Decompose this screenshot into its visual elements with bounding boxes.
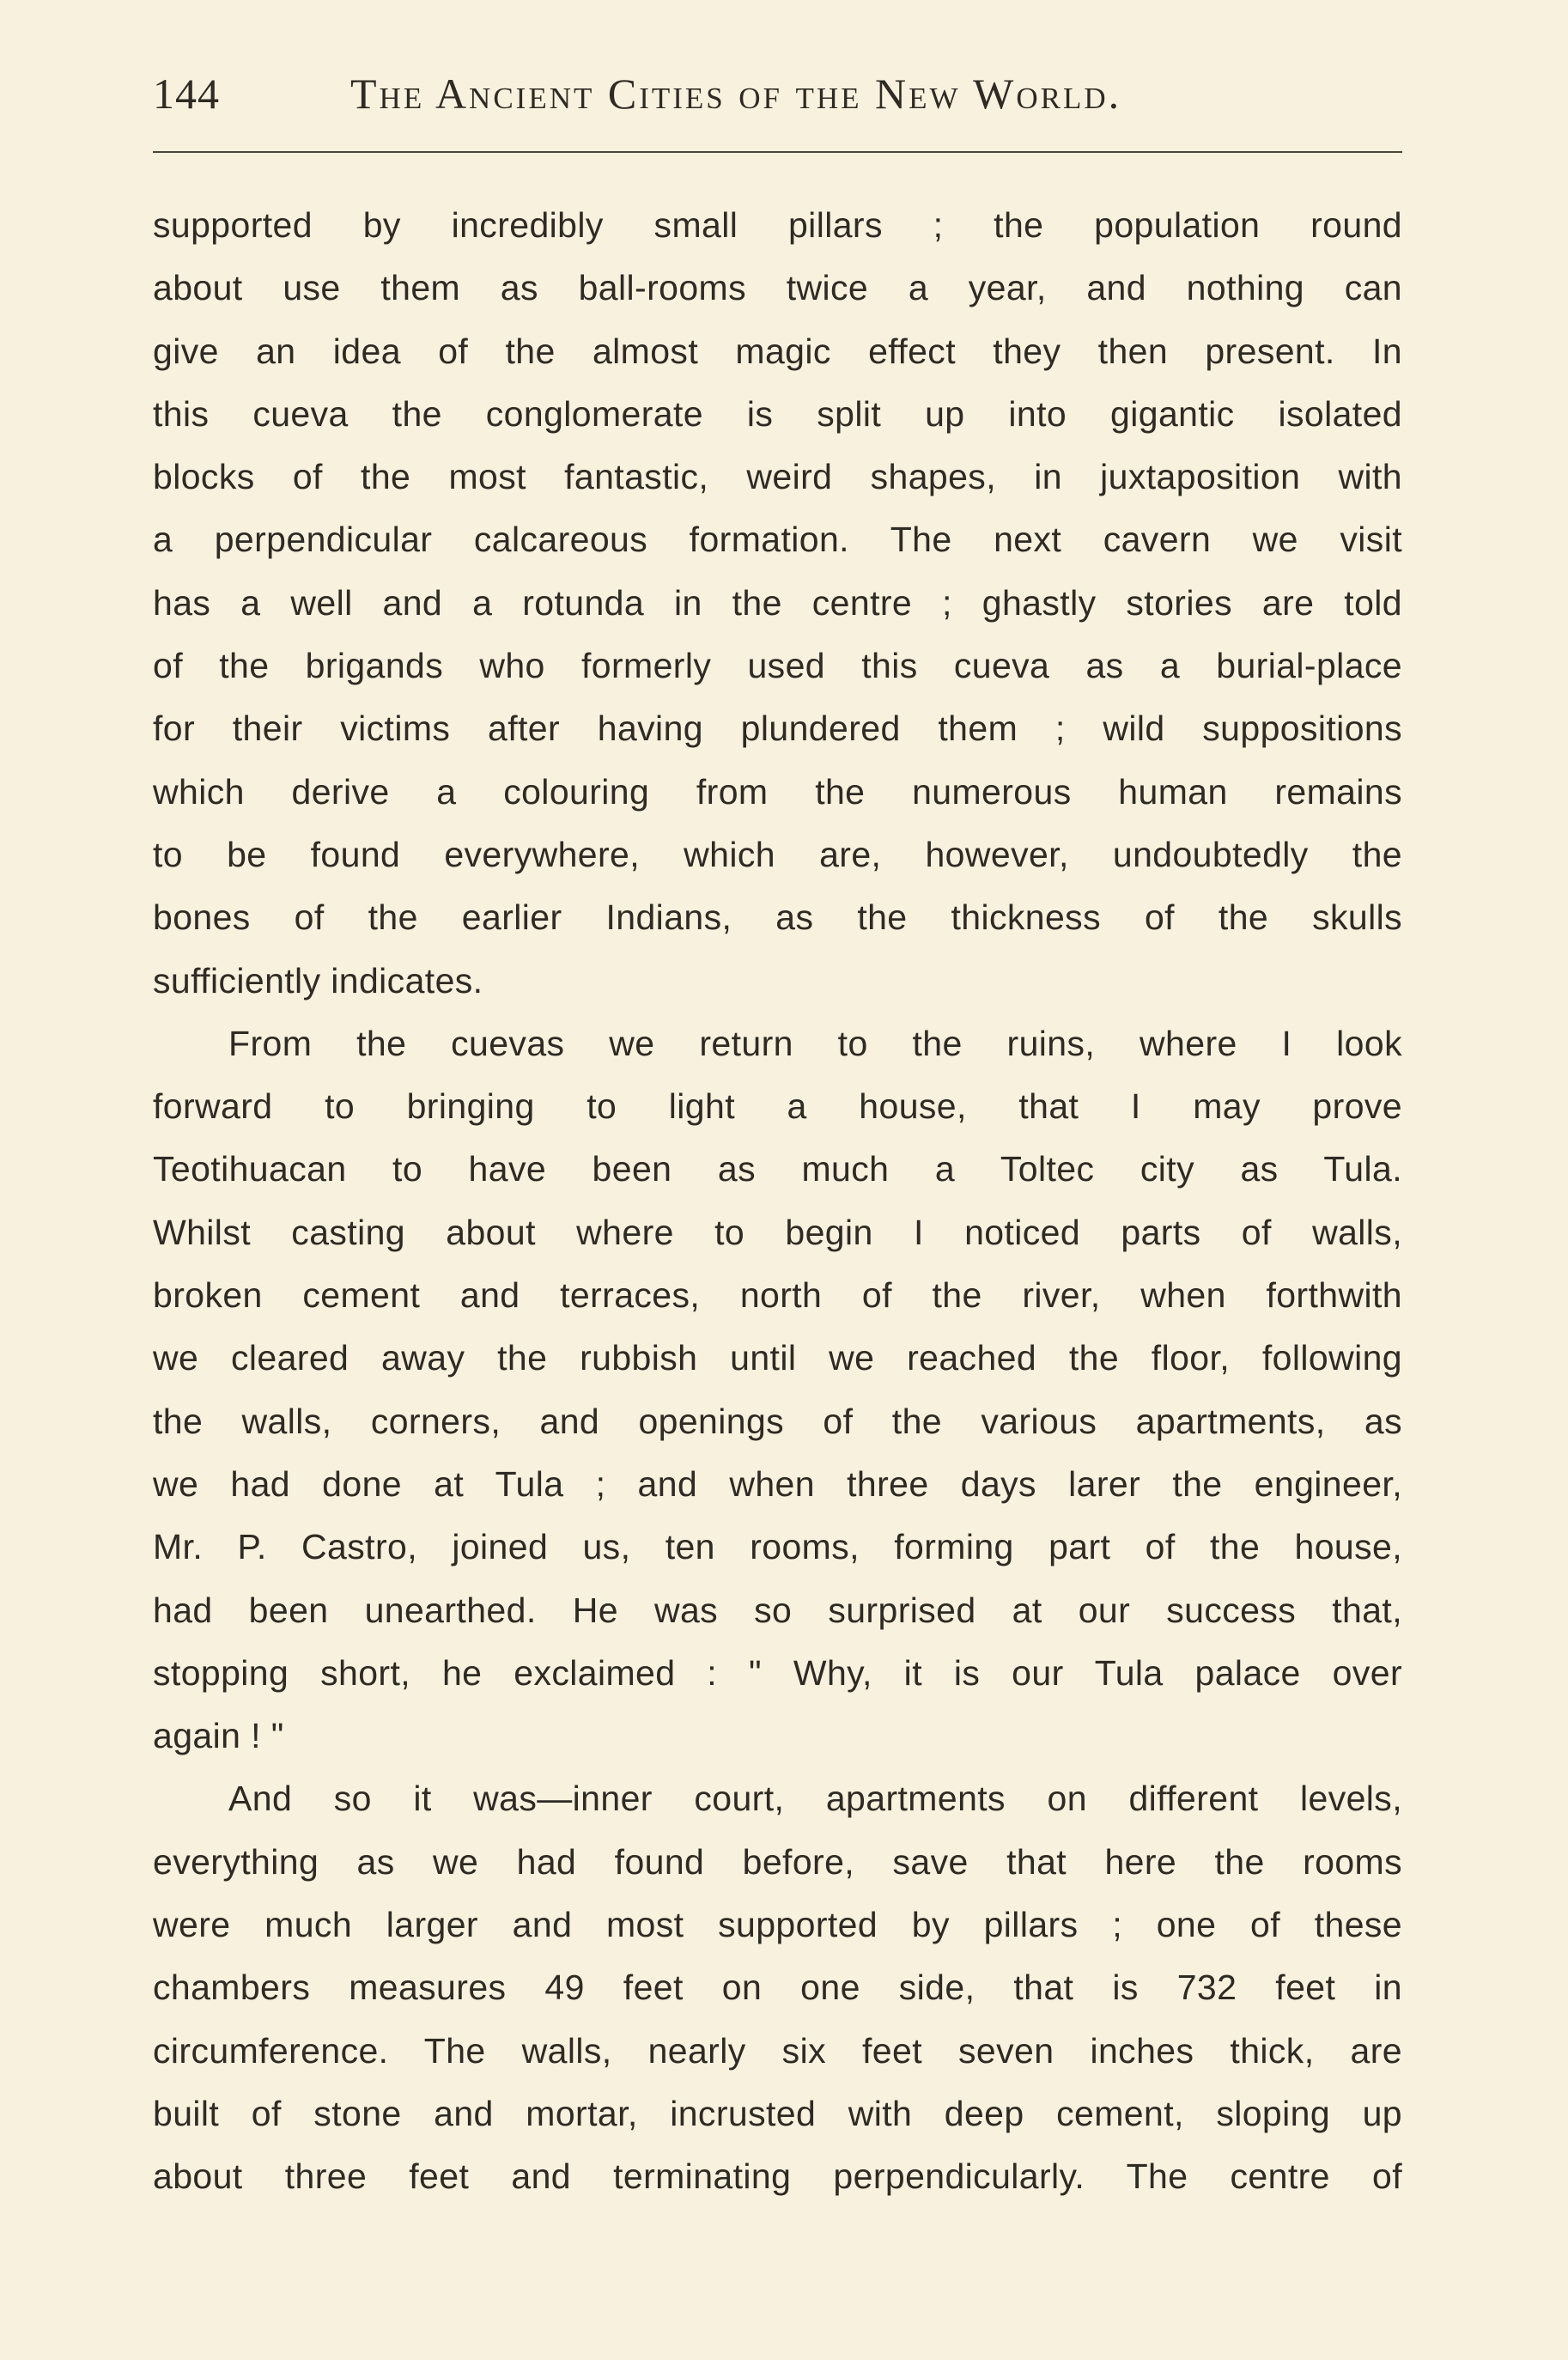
text-line: forward to bringing to light a house, that I may prove <box>153 1086 1402 1127</box>
paragraph <box>153 1013 1402 1768</box>
text-line: Whilst casting about where to begin I noticed parts of walls, <box>153 1212 1402 1252</box>
text-line: circumference. The walls, nearly six feet seven inches thick, are <box>153 2030 1402 2071</box>
running-title: The Ancient Cities of the New World. <box>350 70 1122 118</box>
text-line: broken cement and terraces, north of the river, when forthwith <box>153 1275 1402 1316</box>
text-line: chambers measures 49 feet on one side, that is 732 feet in <box>153 1968 1402 2008</box>
text-line: this cueva the conglomerate is split up into gigantic isolated <box>153 393 1402 434</box>
text-line: From the cuevas we return to the ruins, where I look <box>228 1023 1402 1063</box>
text-line: has a well and a rotunda in the centre ; ghastly stories are told <box>153 582 1402 623</box>
text-line: of the brigands who formerly used this cueva as a burial-place <box>153 646 1402 686</box>
text-line: sufficiently indicates. <box>153 960 483 1001</box>
text-line: were much larger and most supported by pillars ; one of these <box>153 1905 1402 1945</box>
text-line: everything as we had found before, save that here the rooms <box>153 1841 1402 1882</box>
text-line: Teotihuacan to have been as much a Toltec city as Tula. <box>153 1149 1402 1189</box>
text-line: built of stone and mortar, incrusted with deep cement, sloping up <box>153 2093 1402 2133</box>
page-number: 144 <box>153 70 220 118</box>
text-line: which derive a colouring from the numerous human remains <box>153 771 1402 812</box>
paragraph <box>153 1767 1402 2208</box>
header-rule <box>153 151 1402 153</box>
paragraph <box>153 194 1402 1013</box>
text-line: for their victims after having plundered them ; wild suppositions <box>153 709 1402 749</box>
text-line: had been unearthed. He was so surprised at our success that, <box>153 1590 1402 1630</box>
text-line: to be found everywhere, which are, however, undoubtedly the <box>153 834 1402 874</box>
text-line: a perpendicular calcareous formation. The next cavern we visit <box>153 520 1402 560</box>
text-line: blocks of the most fantastic, weird shapes, in juxtaposition with <box>153 457 1402 497</box>
body-text <box>153 194 1402 2209</box>
text-line: we cleared away the rubbish until we reached the floor, following <box>153 1338 1402 1378</box>
text-line: we had done at Tula ; and when three days larer the engineer, <box>153 1463 1402 1504</box>
text-line: give an idea of the almost magic effect they then present. In <box>153 331 1402 371</box>
text-line: about three feet and terminating perpendicularly. The centre of <box>153 2156 1402 2197</box>
text-line: supported by incredibly small pillars ; the population round <box>153 205 1402 245</box>
text-line: bones of the earlier Indians, as the thickness of the skulls <box>153 897 1402 938</box>
text-line: And so it was—inner court, apartments on different levels, <box>228 1779 1402 1819</box>
page-header <box>153 60 1407 137</box>
text-line: again ! " <box>153 1716 284 1756</box>
text-line: Mr. P. Castro, joined us, ten rooms, forming part of the house, <box>153 1527 1402 1567</box>
text-line: about use them as ball-rooms twice a year, and nothing can <box>153 268 1402 308</box>
text-line: stopping short, he exclaimed : " Why, it is our Tula palace over <box>153 1652 1402 1693</box>
text-line: the walls, corners, and openings of the various apartments, as <box>153 1401 1402 1441</box>
